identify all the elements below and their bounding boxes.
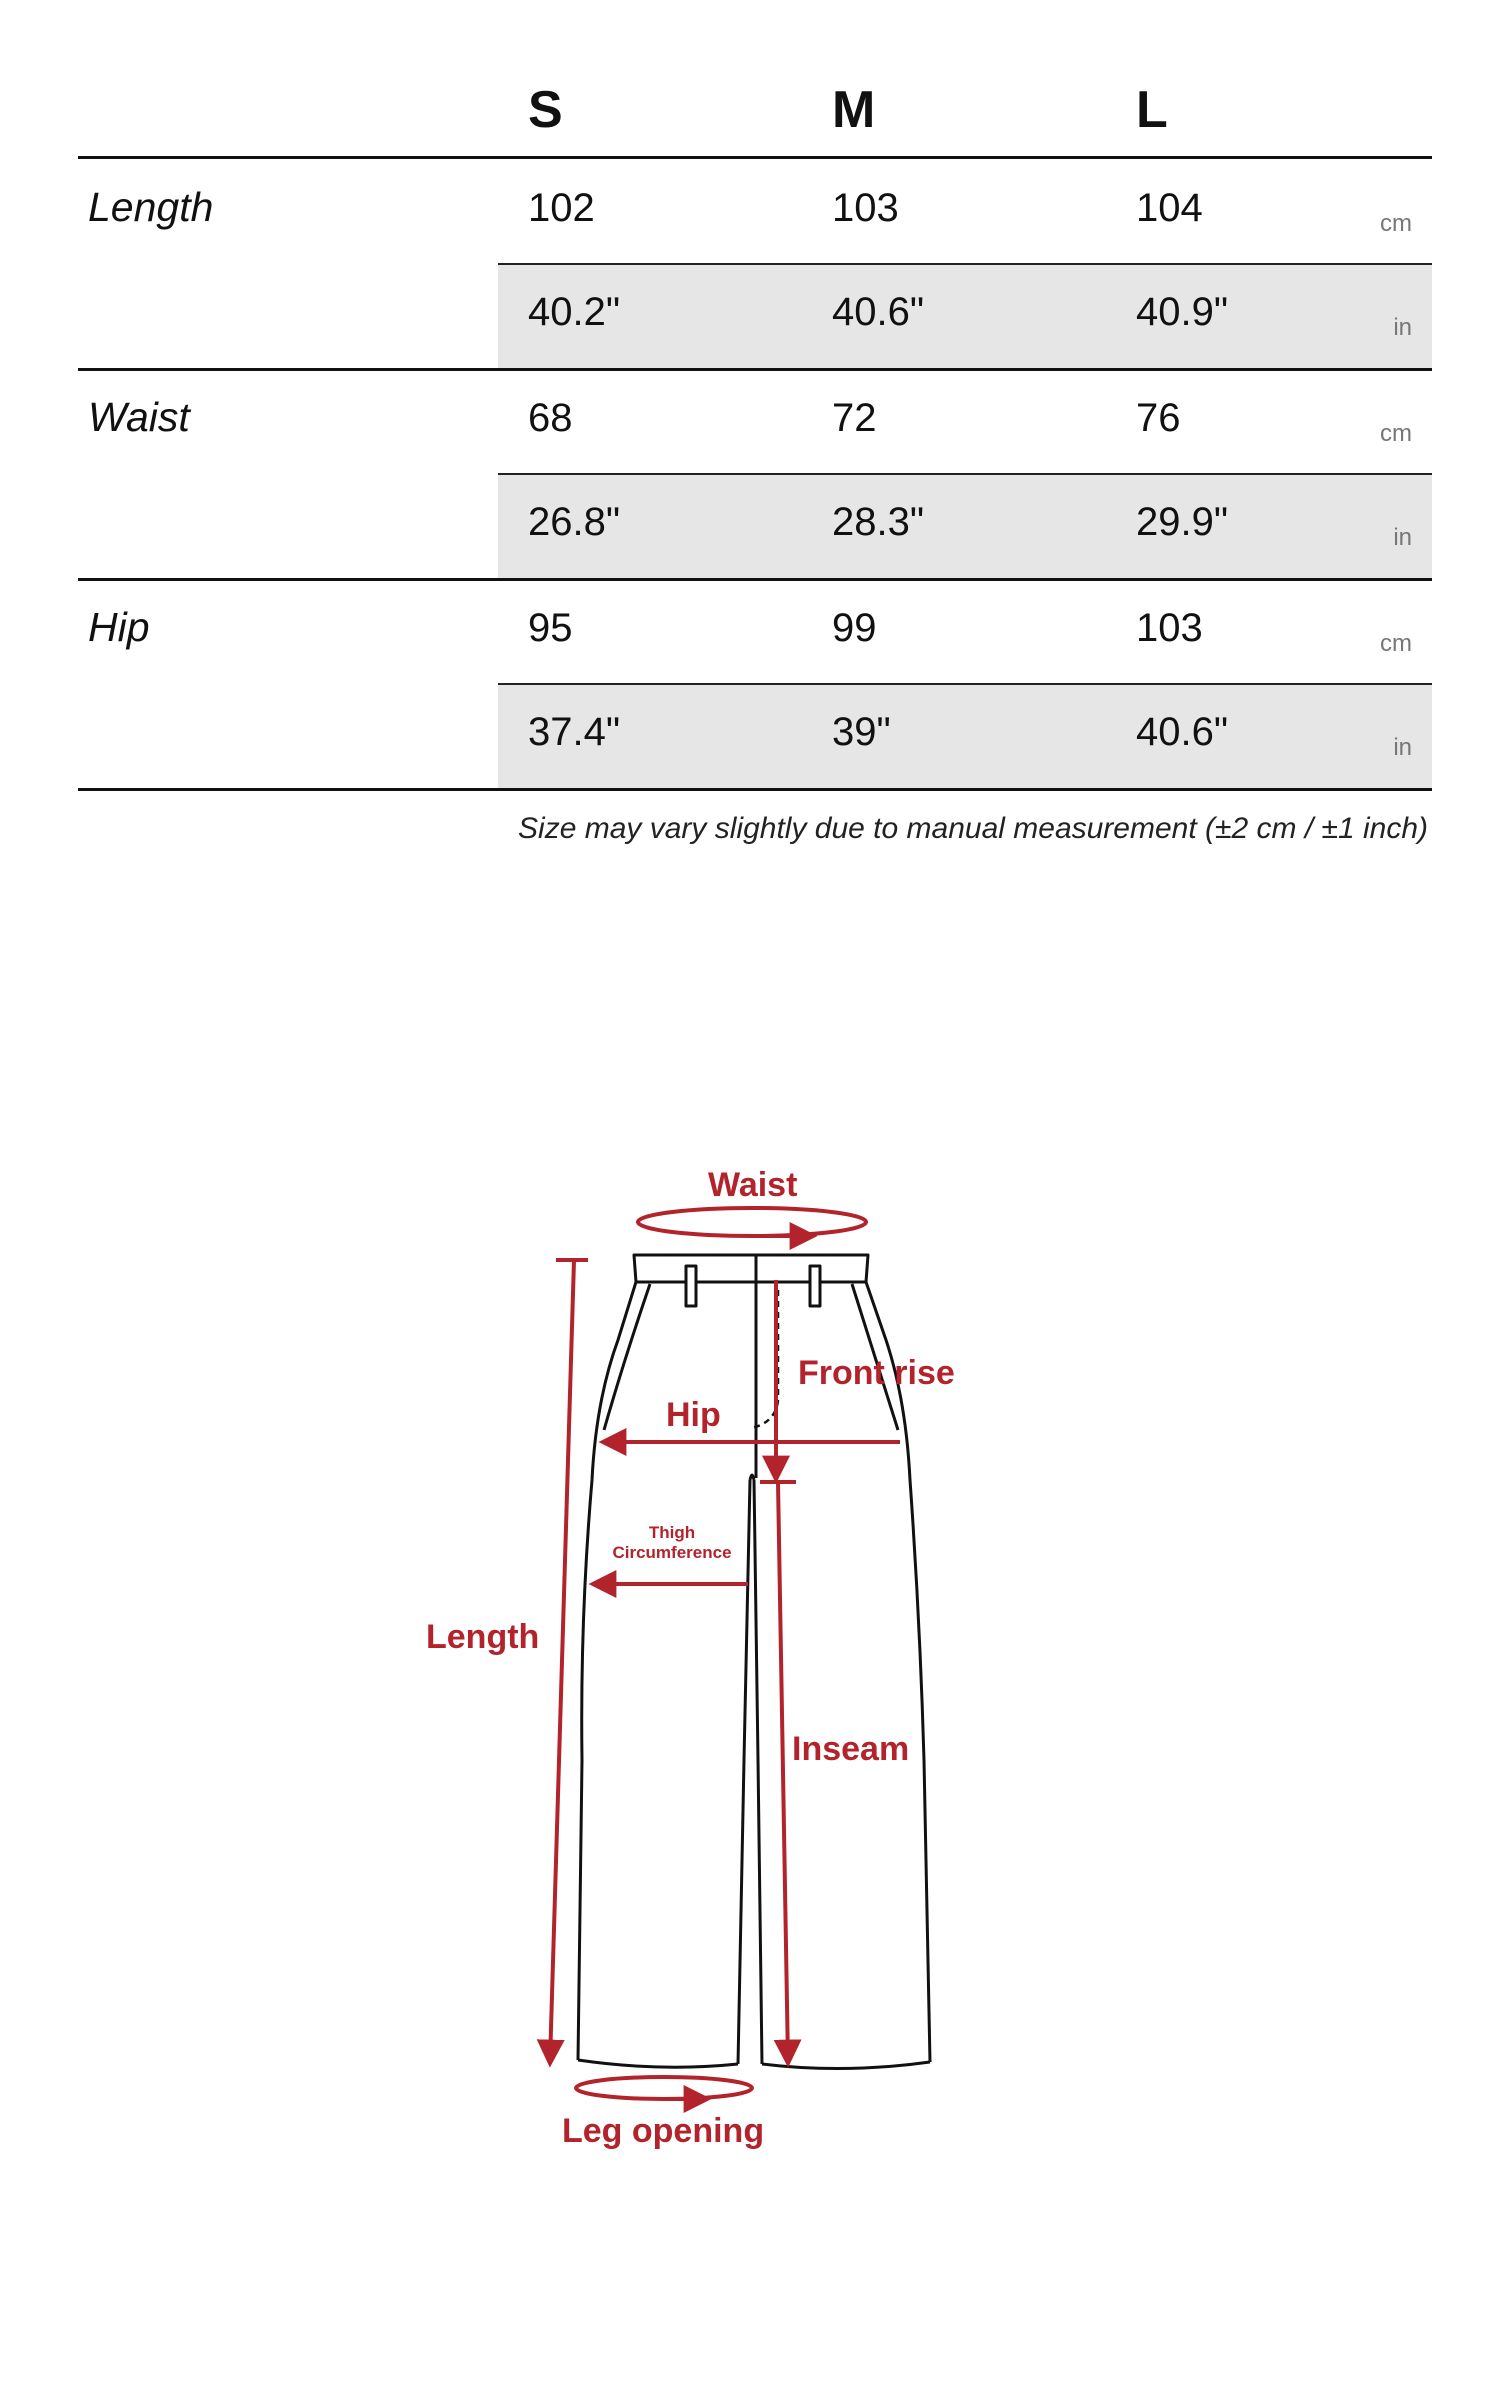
leg-opening-loop-icon [576,2077,752,2099]
leg-opening-label: Leg opening [562,2112,765,2150]
table-cell: 102 [528,186,595,230]
row-divider [498,473,1432,475]
table-cell: 104 [1136,186,1203,230]
table-cell: 95 [528,606,573,650]
size-header-l: L [1136,81,1168,139]
table-cell: 40.9" [1136,290,1229,334]
unit-cm: cm [1380,420,1412,447]
row-divider [498,683,1432,685]
table-cell: 28.3" [832,500,925,544]
row-label-waist: Waist [88,394,190,440]
table-cell: 40.6" [832,290,925,334]
unit-cm: cm [1380,630,1412,657]
inch-row-shade [498,264,1432,368]
size-header-m: M [832,81,876,139]
measurement-guides [550,1208,900,2099]
table-rule [78,156,1432,159]
length-label: Length [426,1618,540,1656]
unit-in: in [1393,524,1412,551]
table-cell: 103 [1136,606,1203,650]
waist-loop-icon [638,1208,866,1236]
inseam-arrow-icon [778,1482,788,2062]
unit-cm: cm [1380,210,1412,237]
hip-label: Hip [666,1396,721,1434]
table-cell: 26.8" [528,500,621,544]
table-cell: 103 [832,186,899,230]
waist-label: Waist [708,1166,798,1204]
table-cell: 72 [832,396,877,440]
thigh-label: Thigh [648,1523,696,1542]
thigh-label-line2: Circumference [612,1543,732,1562]
table-rule [78,368,1432,371]
inseam-label: Inseam [792,1730,910,1768]
table-cell: 99 [832,606,877,650]
table-cell: 76 [1136,396,1181,440]
inch-row-shade [498,684,1432,788]
size-header-s: S [528,81,563,139]
inch-row-shade [498,474,1432,578]
measurement-note: Size may vary slightly due to manual measurement (±2 cm / ±1 inch) [518,812,1428,845]
table-cell: 68 [528,396,573,440]
pants-measurement-diagram [0,1100,1500,2200]
table-cell: 40.2" [528,290,621,334]
row-label-length: Length [88,184,214,230]
row-label-hip: Hip [88,604,150,650]
table-cell: 40.6" [1136,710,1229,754]
table-cell: 39" [832,710,891,754]
table-rule [78,578,1432,581]
table-cell: 29.9" [1136,500,1229,544]
table-rule [78,788,1432,791]
front-rise-label: Front rise [798,1354,955,1392]
table-cell: 37.4" [528,710,621,754]
unit-in: in [1393,734,1412,761]
row-divider [498,263,1432,265]
unit-in: in [1393,314,1412,341]
length-arrow-icon [550,1260,574,2062]
